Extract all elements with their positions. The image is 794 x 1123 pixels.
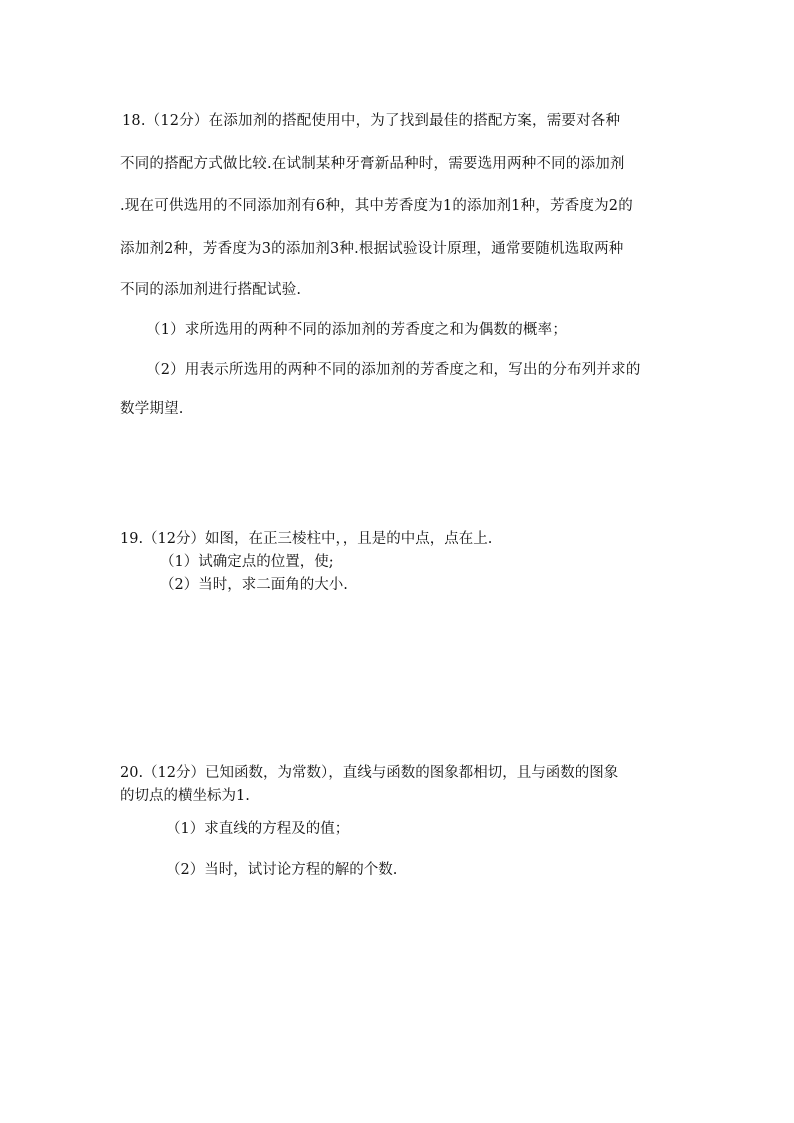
q20-stem-line-1: 20.（12分）已知函数，为常数），直线与函数的图象都相切，且与函数的图象 — [120, 765, 619, 781]
q19-part-1: （1）试确定点的位置，使; — [160, 554, 334, 570]
q19-stem: 19.（12分）如图，在正三棱柱中，，且是的中点，点在上. — [120, 531, 493, 547]
q20-stem-line-2: 的切点的横坐标为1. — [120, 788, 250, 804]
q19-part-2: （2）当时，求二面角的大小. — [160, 577, 348, 593]
q18-part-1: （1）求所选用的两种不同的添加剂的芳香度之和为偶数的概率； — [146, 322, 568, 338]
q18-part-2-line-1: （2）用表示所选用的两种不同的添加剂的芳香度之和，写出的分布列并求的 — [146, 362, 641, 378]
q18-part-2-line-2: 数学期望. — [120, 401, 184, 417]
q18-line-4: 添加剂2种，芳香度为3的添加剂3种.根据试验设计原理，通常要随机选取两种 — [120, 241, 624, 257]
q18-line-3: .现在可供选用的不同添加剂有6种，其中芳香度为1的添加剂1种，芳香度为2的 — [120, 198, 633, 214]
q18-line-1: 18.（12分）在添加剂的搭配使用中，为了找到最佳的搭配方案，需要对各种 — [122, 113, 621, 129]
q18-line-5: 不同的添加剂进行搭配试验. — [120, 282, 302, 298]
q20-part-1: （1）求直线的方程及的值； — [166, 821, 350, 837]
q20-part-2: （2）当时，试讨论方程的解的个数. — [166, 862, 398, 878]
q18-line-2: 不同的搭配方式做比较.在试制某种牙膏新品种时，需要选用两种不同的添加剂 — [120, 156, 625, 172]
